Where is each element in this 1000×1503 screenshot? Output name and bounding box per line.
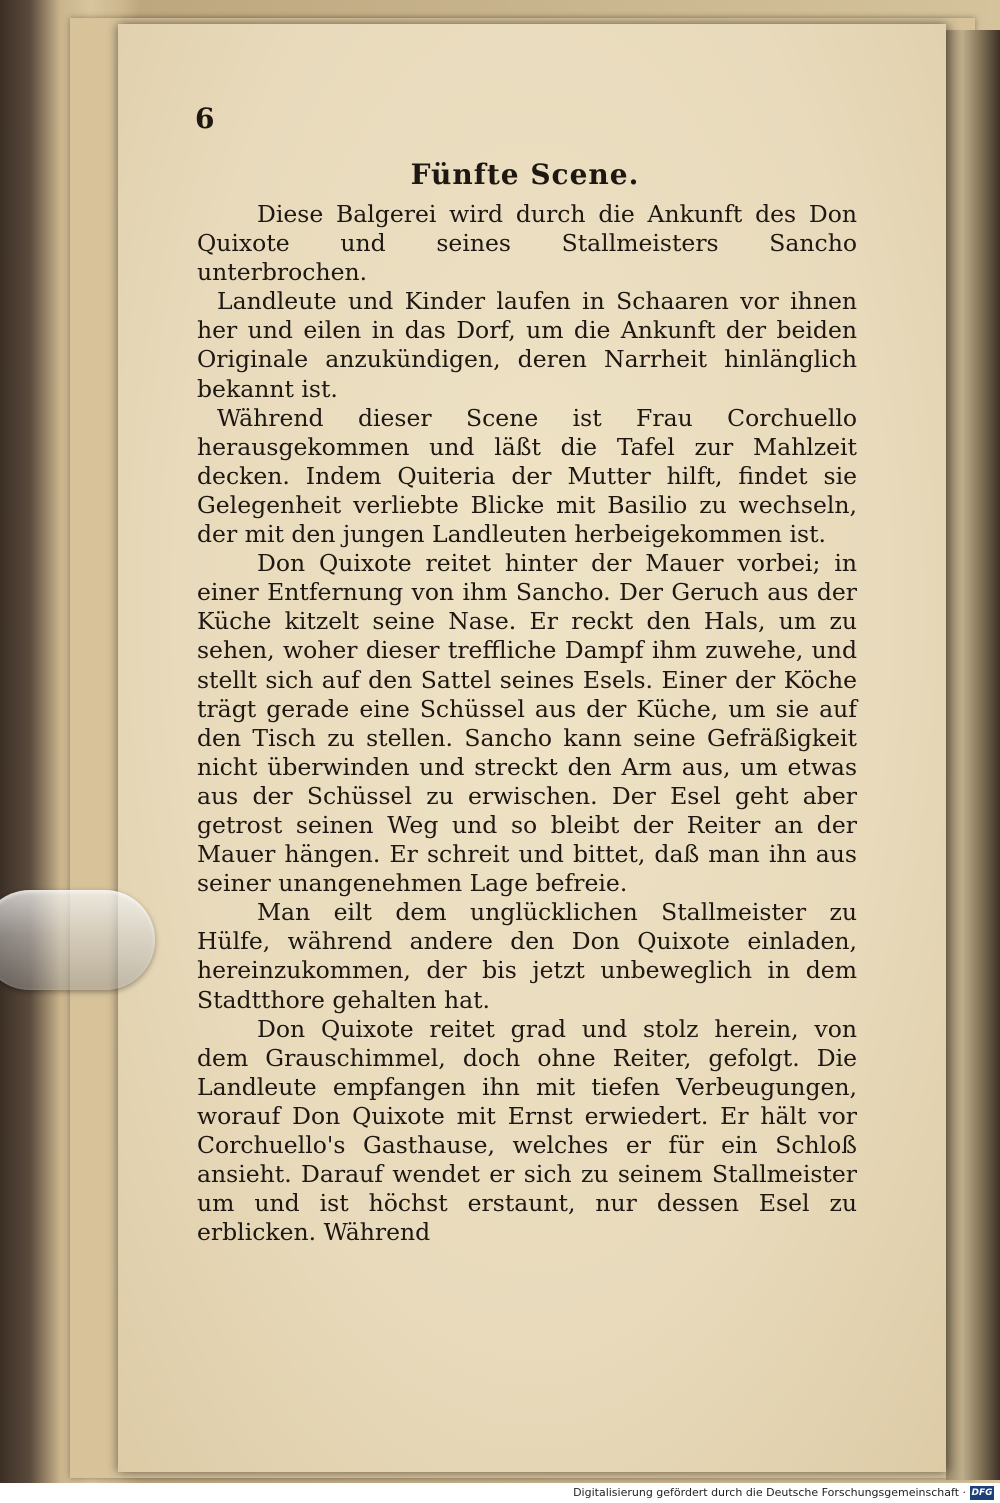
book-right-edge <box>946 30 1000 1480</box>
paragraph-1: Diese Balgerei wird durch die Ankunft des Don Quixote und seines Stallmeisters Sancho unterbrochen. <box>197 200 857 287</box>
paragraph-2: Landleute und Kinder laufen in Schaaren vor ihnen her und eilen in das Dorf, um die Ankunft der beiden Originale anzukündigen, deren Narrheit hinlänglich bekannt ist. <box>197 287 857 403</box>
glass-page-weight <box>0 890 155 990</box>
scene-title: Fünfte Scene. <box>410 158 640 191</box>
page-text <box>197 200 857 1247</box>
footer-bar <box>0 1483 1000 1503</box>
paragraph-3: Während dieser Scene ist Frau Corchuello herausgekommen und läßt die Tafel zur Mahlzeit decken. Indem Quiteria der Mutter hilft, findet sie Gelegenheit verliebte Blicke mit Basilio zu wechseln, der mit den jungen Landleuten herbeigekommen ist. <box>197 403 857 549</box>
dfg-logo-icon: DFG <box>971 1488 993 1498</box>
footer-credit: Digitalisierung gefördert durch die Deutsche Forschungsgemeinschaft · <box>573 1486 966 1499</box>
paragraph-6: Don Quixote reitet grad und stolz herein, von dem Grauschimmel, doch ohne Reiter, gefolgt. Die Landleute empfangen ihn mit tiefen Verbeugungen, worauf Don Quixote mit Ernst erwiedert. Er hält vor Corchuello's Gasthause, welches er für ein Schloß ansieht. Darauf wendet er sich zu seinem Stallmeister um und ist höchst erstaunt, nur dessen Esel zu erblicken. Während <box>197 1014 857 1247</box>
page-number: 6 <box>195 102 215 135</box>
paragraph-5: Man eilt dem unglücklichen Stallmeister zu Hülfe, während andere den Don Quixote einladen, hereinzukommen, der bis jetzt unbeweglich in dem Stadtthore gehalten hat. <box>197 898 857 1014</box>
paragraph-4: Don Quixote reitet hinter der Mauer vorbei; in einer Entfernung von ihm Sancho. Der Geruch aus der Küche kitzelt seine Nase. Er reckt den Hals, um zu sehen, woher dieser treffliche Dampf ihm zuwehe, und stellt sich auf den Sattel seines Esels. Einer der Köche trägt gerade eine Schüssel aus der Küche, um sie auf den Tisch zu stellen. Sancho kann seine Gefräßigkeit nicht überwinden und streckt den Arm aus, um etwas aus der Schüssel zu erwischen. Der Esel geht aber getrost seinen Weg und so bleibt der Reiter an der Mauer hängen. Er schreit und bittet, daß man ihn aus seiner unangenehmen Lage befreie. <box>197 549 857 898</box>
